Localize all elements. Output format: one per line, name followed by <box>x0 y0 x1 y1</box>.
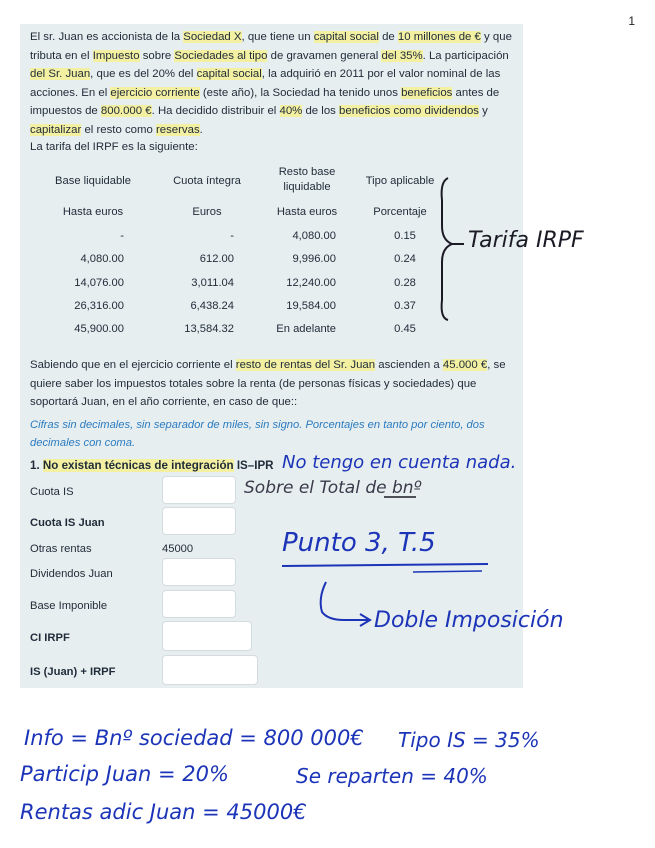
handwritten-tarifa: Tarifa IRPF <box>468 228 584 253</box>
question-text: Sabiendo que en el ejercicio corriente el <box>30 359 236 371</box>
intro-highlight: 40% <box>279 105 303 118</box>
section-title-highlight: No existan técnicas de integración <box>42 459 234 472</box>
table-cell: 612.00 <box>199 253 234 265</box>
section-title-prefix: 1. <box>30 459 43 472</box>
handwritten-info-3: Rentas adic Juan = 45000€ <box>20 800 307 824</box>
intro-highlight: capitalizar <box>30 123 82 136</box>
handwritten-punto: Punto 3, T.5 <box>282 528 436 558</box>
field-label-is-juan-irpf: IS (Juan) + IRPF <box>30 666 116 678</box>
intro-highlight: capital social <box>196 68 262 81</box>
intro-text: . La participación <box>422 49 509 62</box>
field-label-cuota-is-juan: Cuota IS Juan <box>30 517 105 529</box>
handwritten-info-1a: Info = Bnº sociedad = 800 000€ <box>24 726 364 750</box>
intro-text: de gravamen general <box>267 49 382 62</box>
table-cell: 4,080.00 <box>292 230 336 242</box>
otras-rentas-value: 45000 <box>162 543 194 555</box>
table-cell: 45,900.00 <box>74 323 124 335</box>
field-label-otras-rentas: Otras rentas <box>30 543 92 555</box>
handwritten-info-2a: Particip Juan = 20% <box>20 762 229 786</box>
table-cell: 0.37 <box>394 300 416 312</box>
format-instructions: Cifras sin decimales, sin separador de miles, sin signo. Porcentajes en tanto por ciento, dos decimales con coma. <box>30 419 485 449</box>
table-header: Tipo aplicable <box>365 175 435 187</box>
intro-text: antes de impuestos de <box>30 86 500 118</box>
question-highlight: resto de rentas del Sr. Juan <box>235 359 376 371</box>
underline-punto <box>282 564 488 566</box>
handwritten-info-2b: Se reparten = 40% <box>296 764 488 788</box>
question-highlight: 45.000 € <box>442 359 488 371</box>
handwritten-doble: Doble Imposición <box>374 608 564 633</box>
intro-text: de los <box>302 105 340 118</box>
table-cell: 0.28 <box>394 277 416 289</box>
field-label-base-imponible: Base Imponible <box>30 600 108 612</box>
underline-t5 <box>413 571 482 572</box>
intro-text: . <box>199 123 203 136</box>
table-cell: En adelante <box>276 323 336 335</box>
table-cell: - <box>120 230 124 242</box>
intro-highlight: Sociedades al tipo <box>174 49 268 62</box>
section-title-suffix: IS–IPR <box>233 459 274 472</box>
intro-text: el resto como <box>81 123 156 136</box>
intro-highlight: reservas <box>155 123 200 136</box>
intro-text: , la adquirió en 2011 por el valor nominal de las acciones. En el <box>30 68 501 99</box>
handwritten-info-1b: Tipo IS = 35% <box>398 728 540 752</box>
table-header: Base liquidable <box>55 175 131 187</box>
intro-highlight: del Sr. Juan <box>30 68 91 81</box>
table-cell: 12,240.00 <box>286 277 336 289</box>
intro-text: y que tributa en el <box>30 31 512 62</box>
handwritten-sobre: Sobre el Total de bnº <box>244 478 422 498</box>
table-unit: Porcentaje <box>373 206 427 218</box>
table-cell: - <box>230 230 234 242</box>
table-cell: 4,080.00 <box>80 253 124 265</box>
table-header: Cuota íntegra <box>173 175 241 187</box>
table-cell: 19,584.00 <box>286 300 336 312</box>
field-label-cuota-is: Cuota IS <box>30 486 74 498</box>
table-unit: Euros <box>192 206 222 218</box>
page-number: 1 <box>628 14 635 28</box>
table-cell: 0.15 <box>394 230 416 242</box>
intro-highlight: 10 millones de € <box>397 31 481 43</box>
intro-highlight: capital social <box>313 31 379 43</box>
tarifa-label: La tarifa del IRPF es la siguiente: <box>30 141 198 153</box>
intro-text: , que es del 20% del <box>90 68 197 81</box>
table-cell: 6,438.24 <box>190 300 234 312</box>
field-label-ci-irpf: CI IRPF <box>30 632 70 644</box>
intro-highlight: Impuesto <box>92 49 140 62</box>
table-cell: 3,011.04 <box>191 277 234 289</box>
intro-highlight: beneficios como dividendos <box>339 105 479 118</box>
intro-text: y <box>478 105 488 118</box>
intro-text: (este año), la Sociedad ha tenido unos <box>199 86 402 99</box>
question-text: , se quiere saber los impuestos totales sobre la renta (de personas físicas y sociedades) que soportará Juan, en el año corriente, en caso de que:: <box>30 359 506 409</box>
intro-highlight: beneficios <box>401 86 453 99</box>
table-unit: Hasta euros <box>62 206 124 218</box>
intro-text: de <box>378 31 398 43</box>
intro-highlight: 800.000 € <box>100 105 152 118</box>
table-cell: 9,996.00 <box>292 253 336 265</box>
table-unit: Hasta euros <box>276 206 338 218</box>
intro-highlight: ejercicio corriente <box>110 86 200 99</box>
table-cell: 0.45 <box>394 323 416 335</box>
table-header: Resto base liquidable <box>278 166 336 193</box>
field-label-dividendos-juan: Dividendos Juan <box>30 568 113 580</box>
question-text: ascienden a <box>375 359 443 371</box>
table-cell: 0.24 <box>394 253 416 265</box>
intro-highlight: Sociedad X <box>183 31 242 43</box>
intro-text: , que tiene un <box>241 31 314 43</box>
table-cell: 26,316.00 <box>74 300 124 312</box>
handwritten-no-tengo: No tengo en cuenta nada. <box>282 452 517 473</box>
table-cell: 14,076.00 <box>74 277 124 289</box>
intro-highlight: del 35% <box>381 49 423 62</box>
table-cell: 13,584.32 <box>184 323 234 335</box>
brace-stroke <box>442 178 452 320</box>
intro-text: El sr. Juan es accionista de la <box>30 31 184 43</box>
intro-text: sobre <box>139 49 175 62</box>
intro-text: . Ha decidido distribuir el <box>151 105 280 118</box>
